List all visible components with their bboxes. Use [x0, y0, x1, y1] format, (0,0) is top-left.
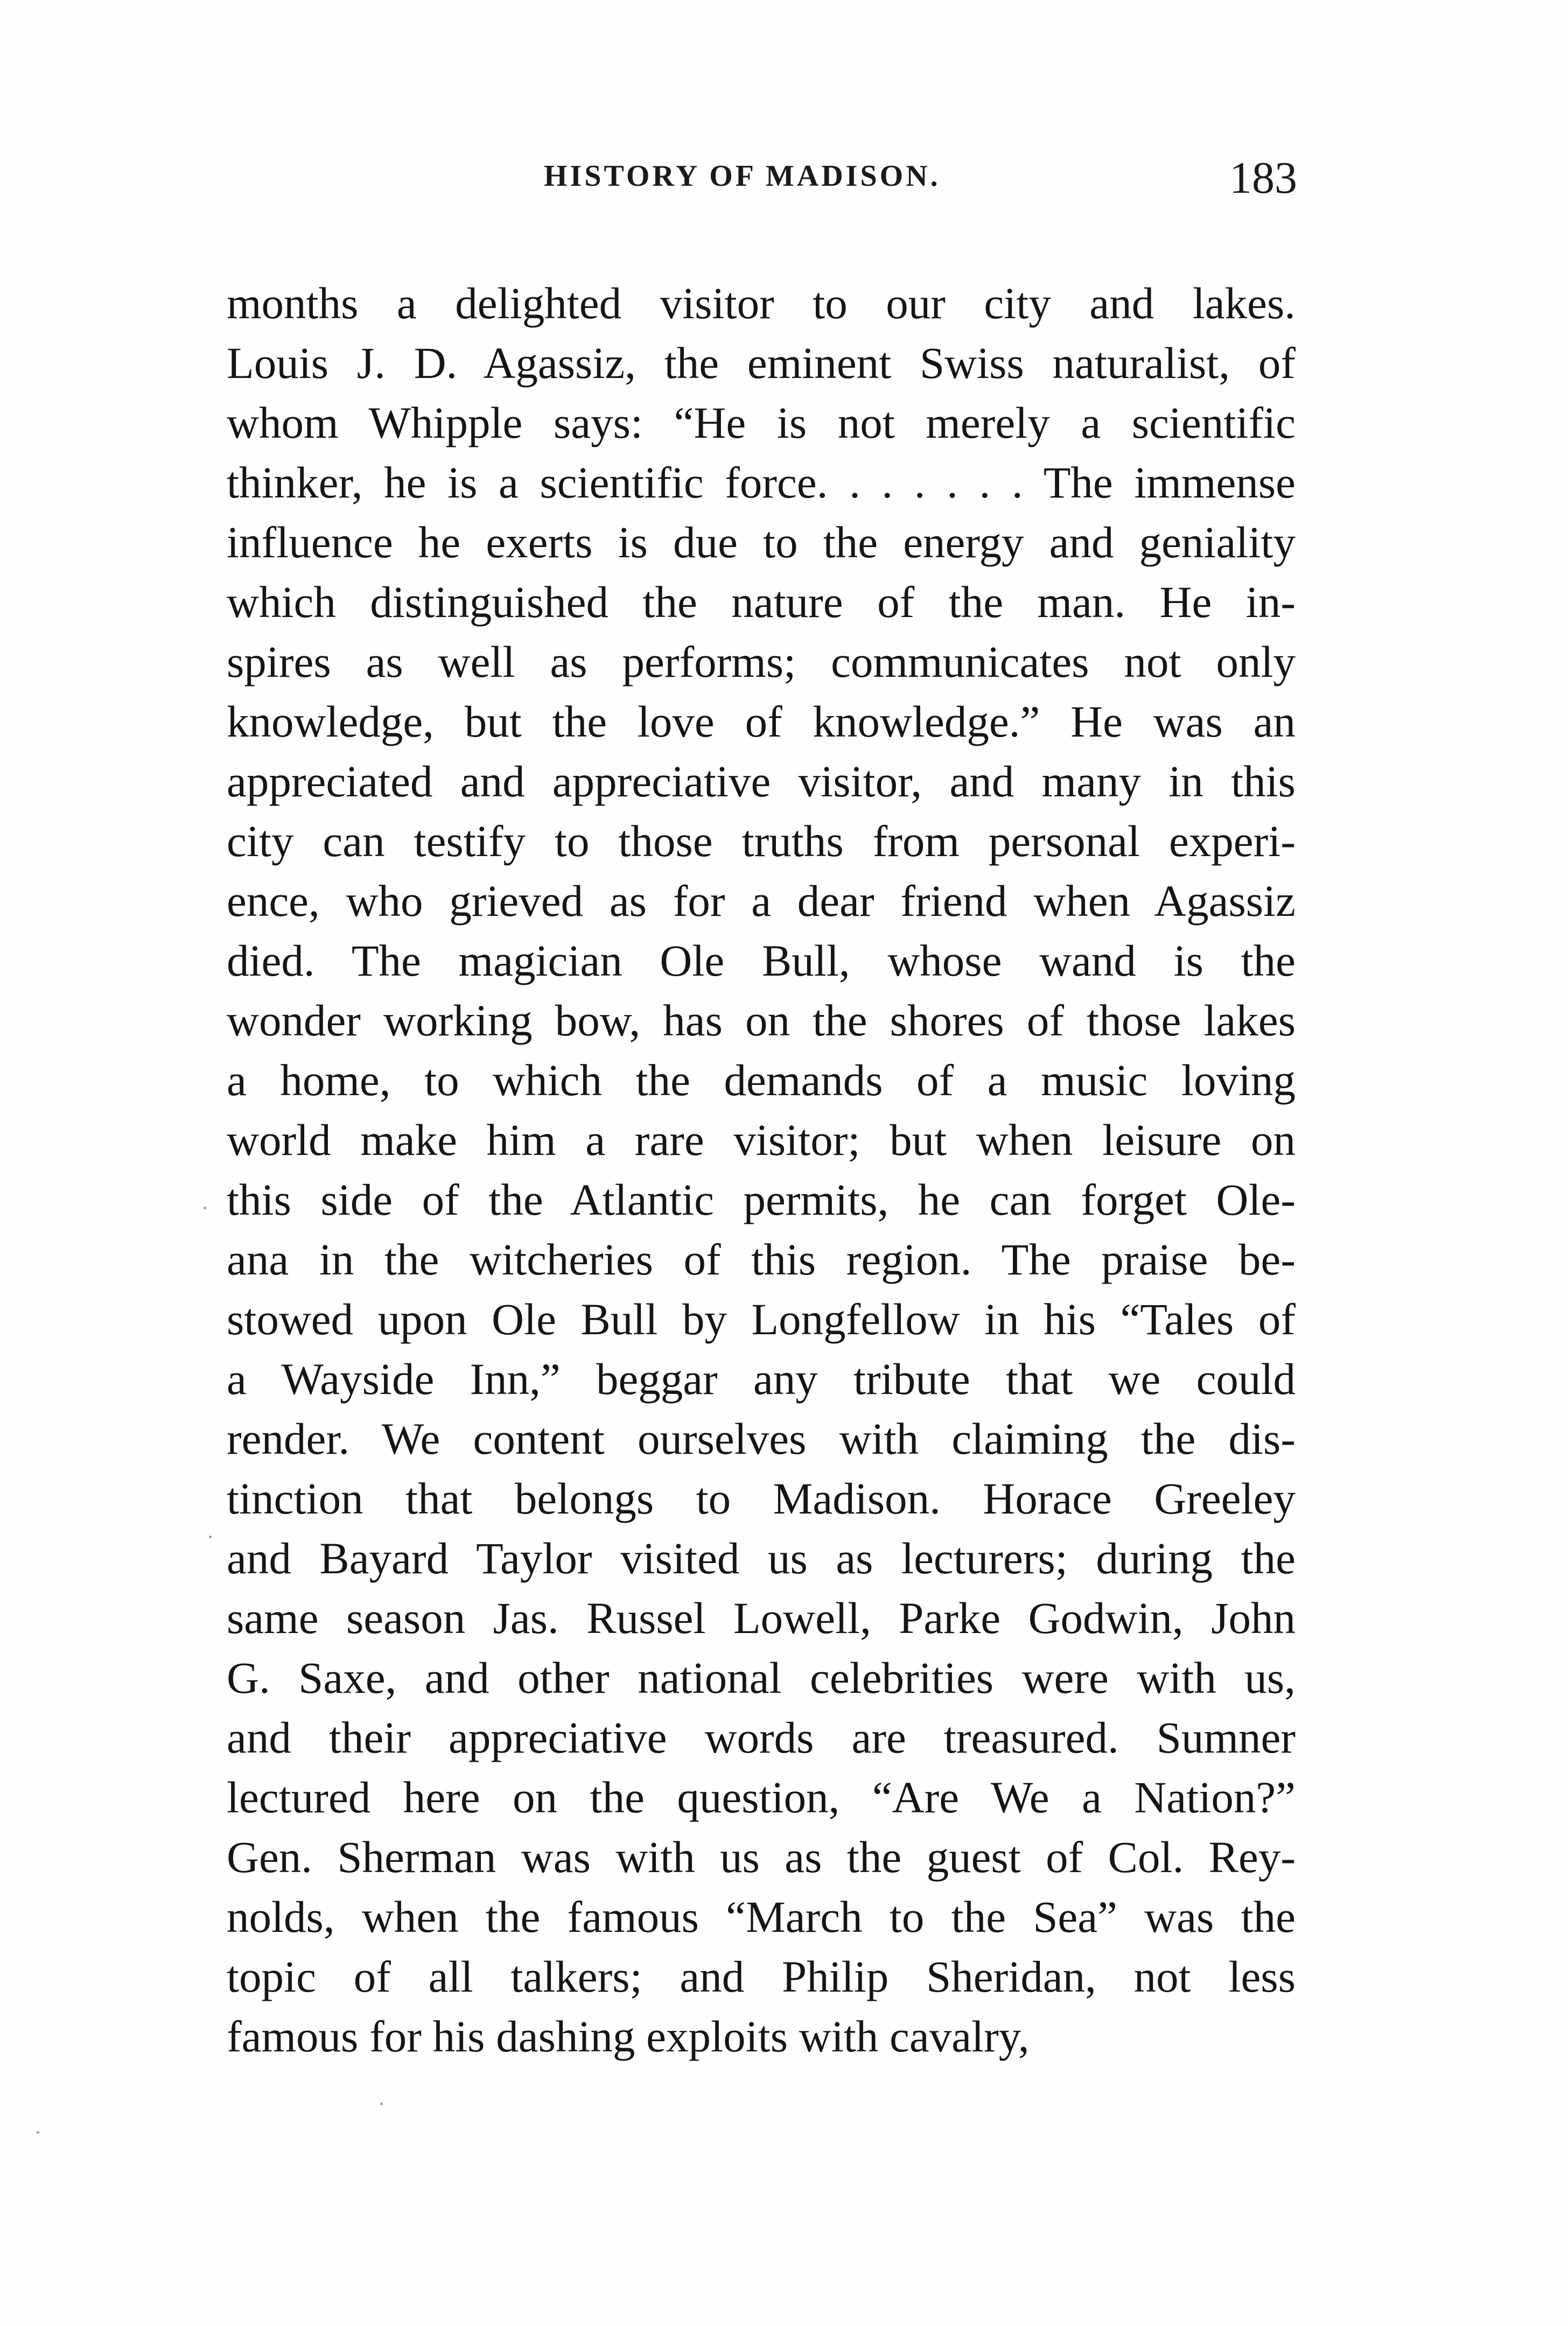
- text-line: Gen. Sherman was with us as the guest of Col. Rey-: [227, 1832, 1296, 1882]
- text-line: spires as well as performs; communicates not only: [227, 637, 1296, 686]
- text-line: Louis J. D. Agassiz, the eminent Swiss naturalist, of: [227, 338, 1296, 388]
- text-line: thinker, he is a scientific force. . . . . . . The immense: [227, 458, 1296, 507]
- text-line: world make him a rare visitor; but when leisure on: [227, 1115, 1296, 1165]
- text-line: and Bayard Taylor visited us as lecturers; during the: [227, 1533, 1296, 1583]
- text-line: a home, to which the demands of a music loving: [227, 1055, 1296, 1105]
- text-line-last: famous for his dashing exploits with cavalry,: [227, 2012, 1030, 2061]
- paper-speck: [204, 1207, 206, 1209]
- paper-speck: [209, 1536, 212, 1538]
- text-line: appreciated and appreciative visitor, and many in this: [227, 756, 1296, 806]
- text-line: tinction that belongs to Madison. Horace Greeley: [227, 1474, 1296, 1523]
- text-line: render. We content ourselves with claiming the dis-: [227, 1414, 1296, 1463]
- paper-speck: [37, 2131, 39, 2134]
- running-title: HISTORY OF MADISON.: [544, 159, 941, 193]
- page-number: 183: [1229, 153, 1297, 203]
- text-line: lectured here on the question, “Are We a Nation?”: [227, 1772, 1296, 1822]
- text-line: ana in the witcheries of this region. The praise be-: [227, 1235, 1296, 1284]
- text-line: died. The magician Ole Bull, whose wand is the: [227, 936, 1296, 985]
- text-line: stowed upon Ole Bull by Longfellow in his “Tales of: [227, 1294, 1296, 1344]
- text-line: and their appreciative words are treasured. Sumner: [227, 1713, 1296, 1762]
- text-line: city can testify to those truths from personal experi-: [227, 816, 1296, 866]
- text-line: influence he exerts is due to the energy and geniality: [227, 517, 1296, 567]
- body-text: [227, 274, 1296, 2066]
- text-line: knowledge, but the love of knowledge.” He was an: [227, 697, 1296, 746]
- paper-speck: [380, 2103, 383, 2105]
- text-line: ence, who grieved as for a dear friend when Agassiz: [227, 876, 1296, 926]
- text-line: same season Jas. Russel Lowell, Parke Godwin, John: [227, 1593, 1296, 1643]
- text-line: months a delighted visitor to our city and lakes.: [227, 278, 1296, 328]
- text-line: wonder working bow, has on the shores of those lakes: [227, 996, 1296, 1045]
- text-line: topic of all talkers; and Philip Sheridan, not less: [227, 1952, 1296, 2001]
- text-line: whom Whipple says: “He is not merely a scientific: [227, 398, 1296, 447]
- text-line: G. Saxe, and other national celebrities were with us,: [227, 1653, 1296, 1703]
- text-line: a Wayside Inn,” beggar any tribute that we could: [227, 1354, 1296, 1404]
- text-line: this side of the Atlantic permits, he can forget Ole-: [227, 1175, 1296, 1224]
- text-line: nolds, when the famous “March to the Sea” was the: [227, 1892, 1296, 1942]
- text-line: which distinguished the nature of the man. He in-: [227, 577, 1296, 627]
